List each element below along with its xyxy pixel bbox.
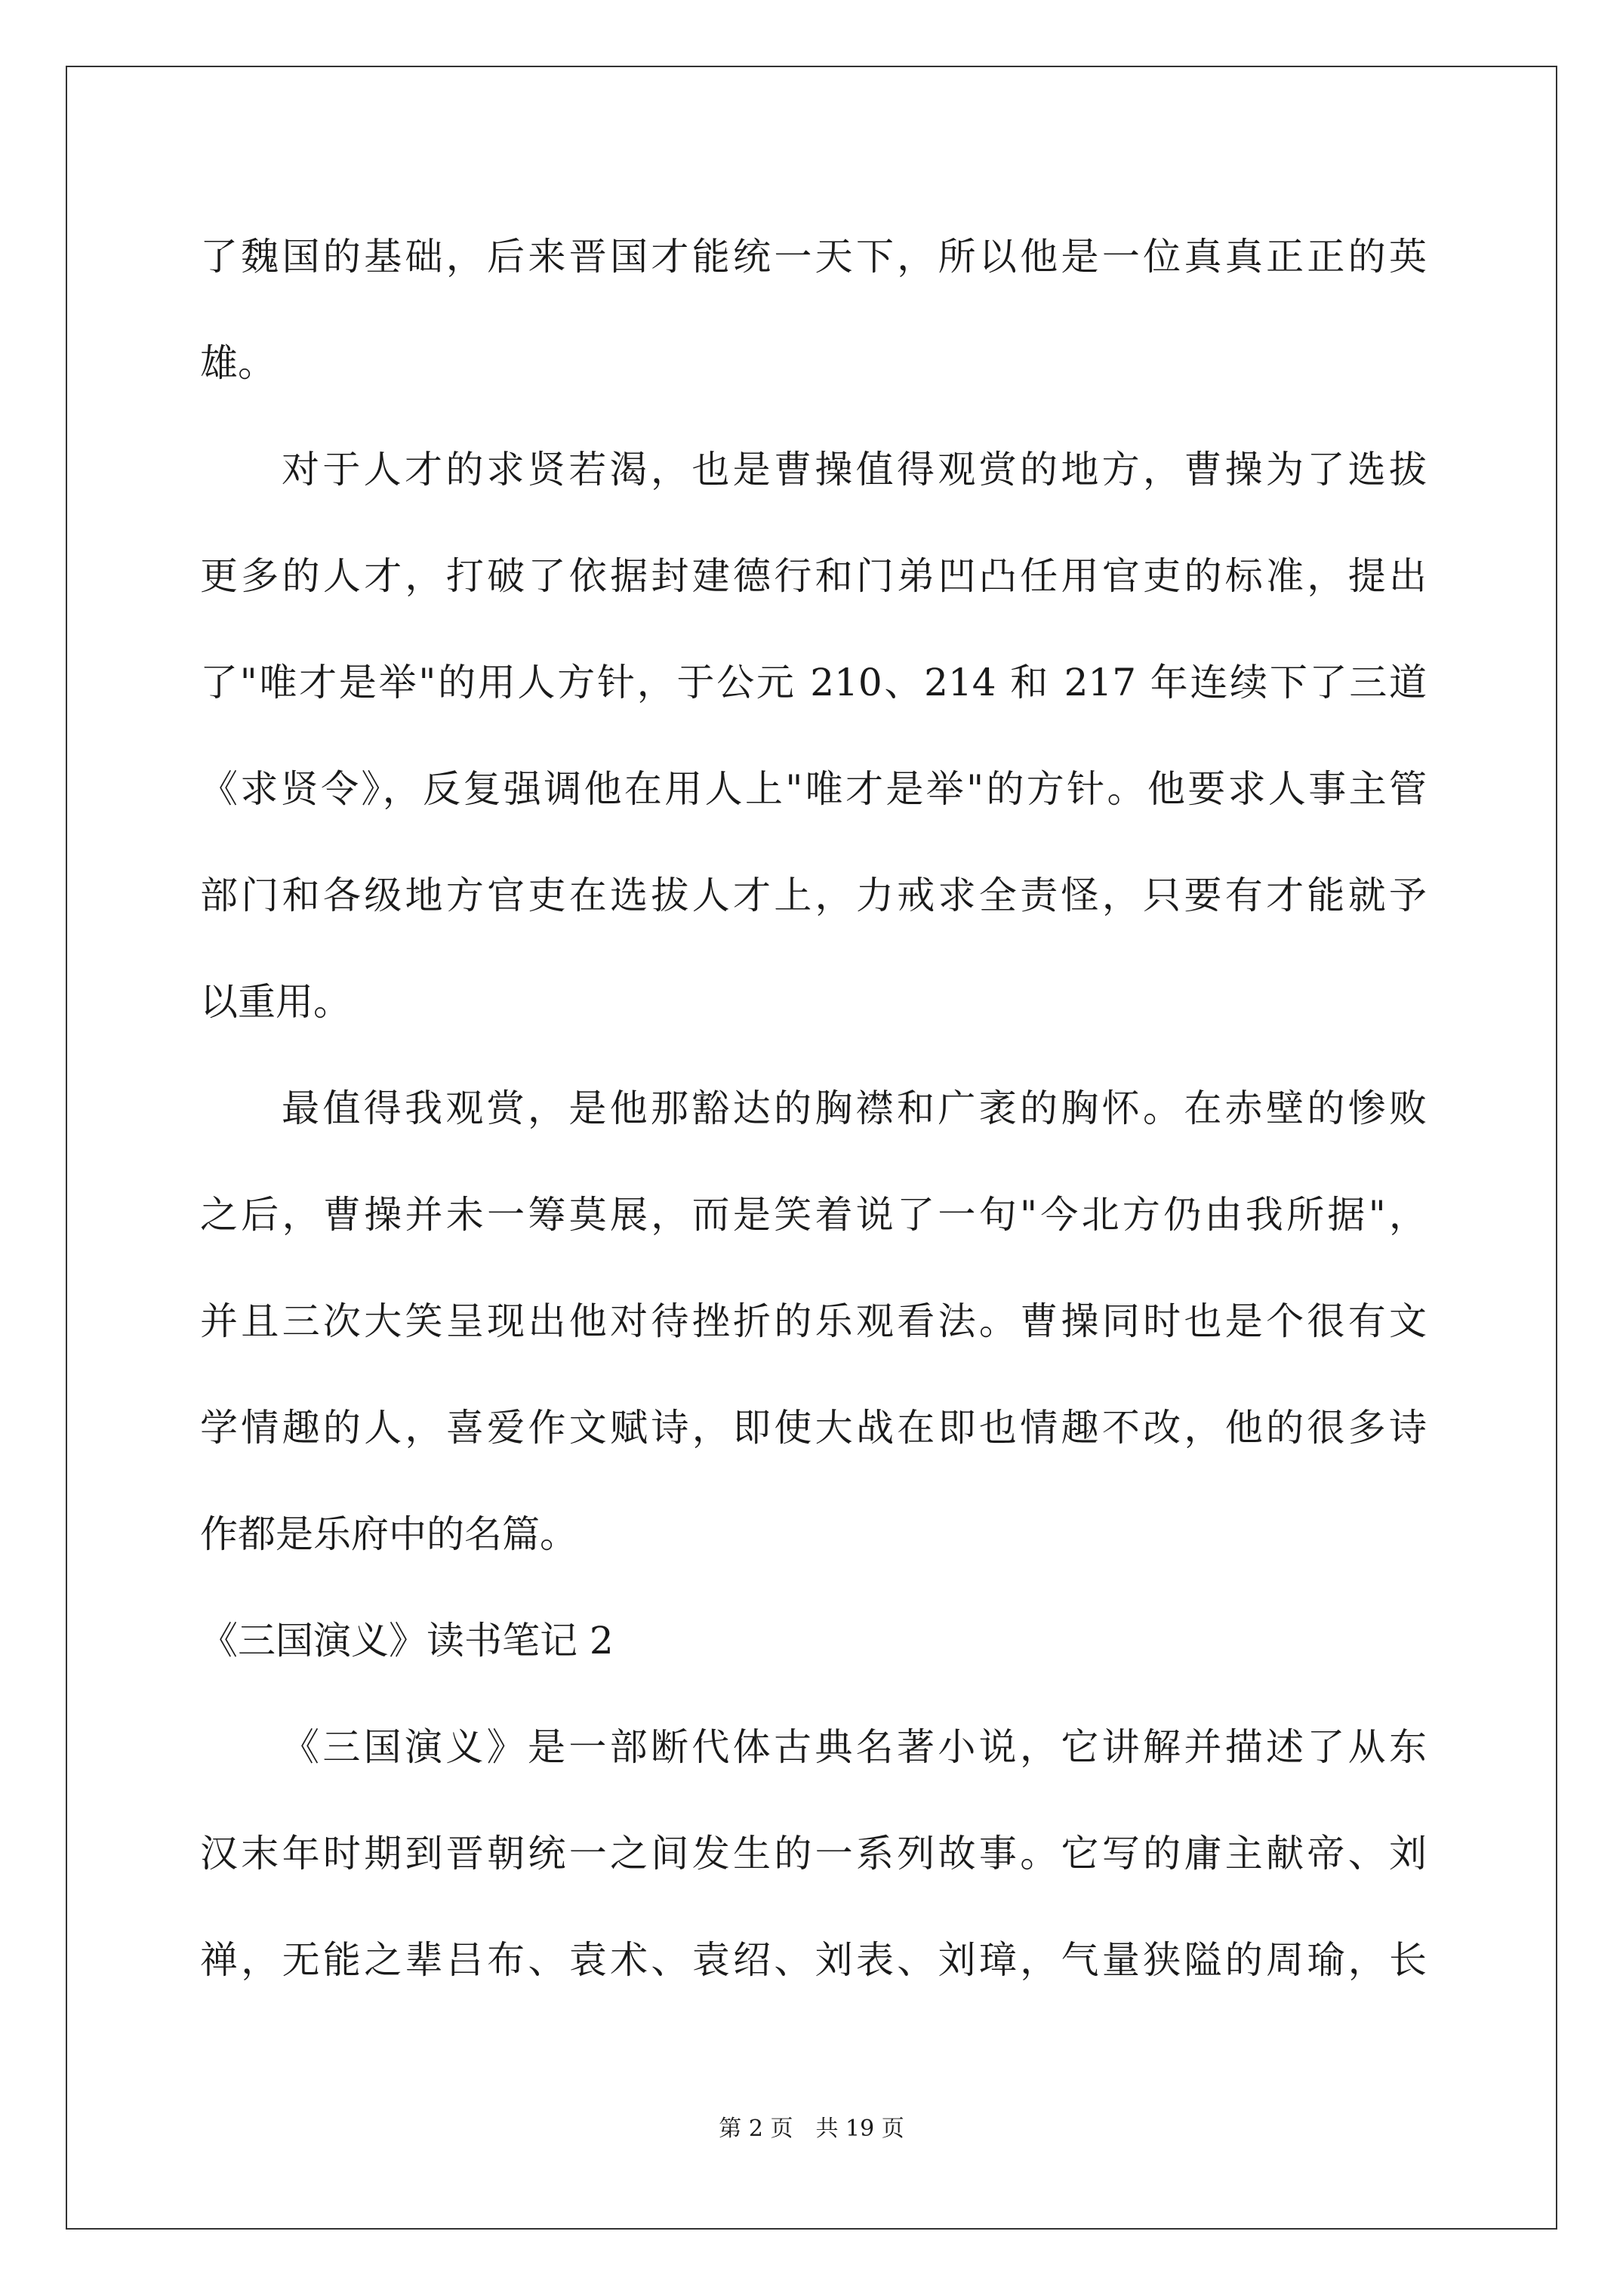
page-footer <box>0 2114 1623 2144</box>
text-line: 对于人才的求贤若渴，也是曹操值得观赏的地方，曹操为了选拔 <box>282 448 1427 492</box>
text-line: 学情趣的人，喜爱作文赋诗，即使大战在即也情趣不改，他的很多诗 <box>200 1406 1427 1450</box>
page-total: 共 19 页 <box>815 2116 904 2142</box>
text-line: 禅，无能之辈吕布、袁术、袁绍、刘表、刘璋，气量狭隘的周瑜，长 <box>200 1938 1427 1982</box>
text-line: 以重用。 <box>200 980 351 1024</box>
text-line: 之后，曹操并未一筹莫展，而是笑着说了一句"今北方仍由我所据"， <box>200 1193 1427 1237</box>
text-line: 汉末年时期到晋朝统一之间发生的一系列故事。它写的庸主献帝、刘 <box>200 1832 1427 1875</box>
text-line: 作都是乐府中的名篇。 <box>200 1512 577 1556</box>
text-line: 并且三次大笑呈现出他对待挫折的乐观看法。曹操同时也是个很有文 <box>200 1299 1427 1343</box>
text-line: 《三国演义》是一部断代体古典名著小说，它讲解并描述了从东 <box>282 1725 1427 1769</box>
text-line: 最值得我观赏，是他那豁达的胸襟和广袤的胸怀。在赤壁的惨败 <box>282 1086 1427 1130</box>
text-line: 了魏国的基础，后来晋国才能统一天下，所以他是一位真真正正的英 <box>200 235 1427 279</box>
text-line: 了"唯才是举"的用人方针，于公元 210、214 和 217 年连续下了三道 <box>200 661 1427 704</box>
section-heading: 《三国演义》读书笔记 2 <box>200 1619 614 1663</box>
text-line: 雄。 <box>200 341 276 385</box>
text-line: 部门和各级地方官吏在选拔人才上，力戒求全责怪，只要有才能就予 <box>200 874 1427 917</box>
page-number: 第 2 页 <box>719 2116 793 2142</box>
document-body <box>200 204 1427 2014</box>
text-line: 更多的人才，打破了依据封建德行和门弟凹凸任用官吏的标准，提出 <box>200 554 1427 598</box>
text-line: 《求贤令》，反复强调他在用人上"唯才是举"的方针。他要求人事主管 <box>200 767 1427 811</box>
